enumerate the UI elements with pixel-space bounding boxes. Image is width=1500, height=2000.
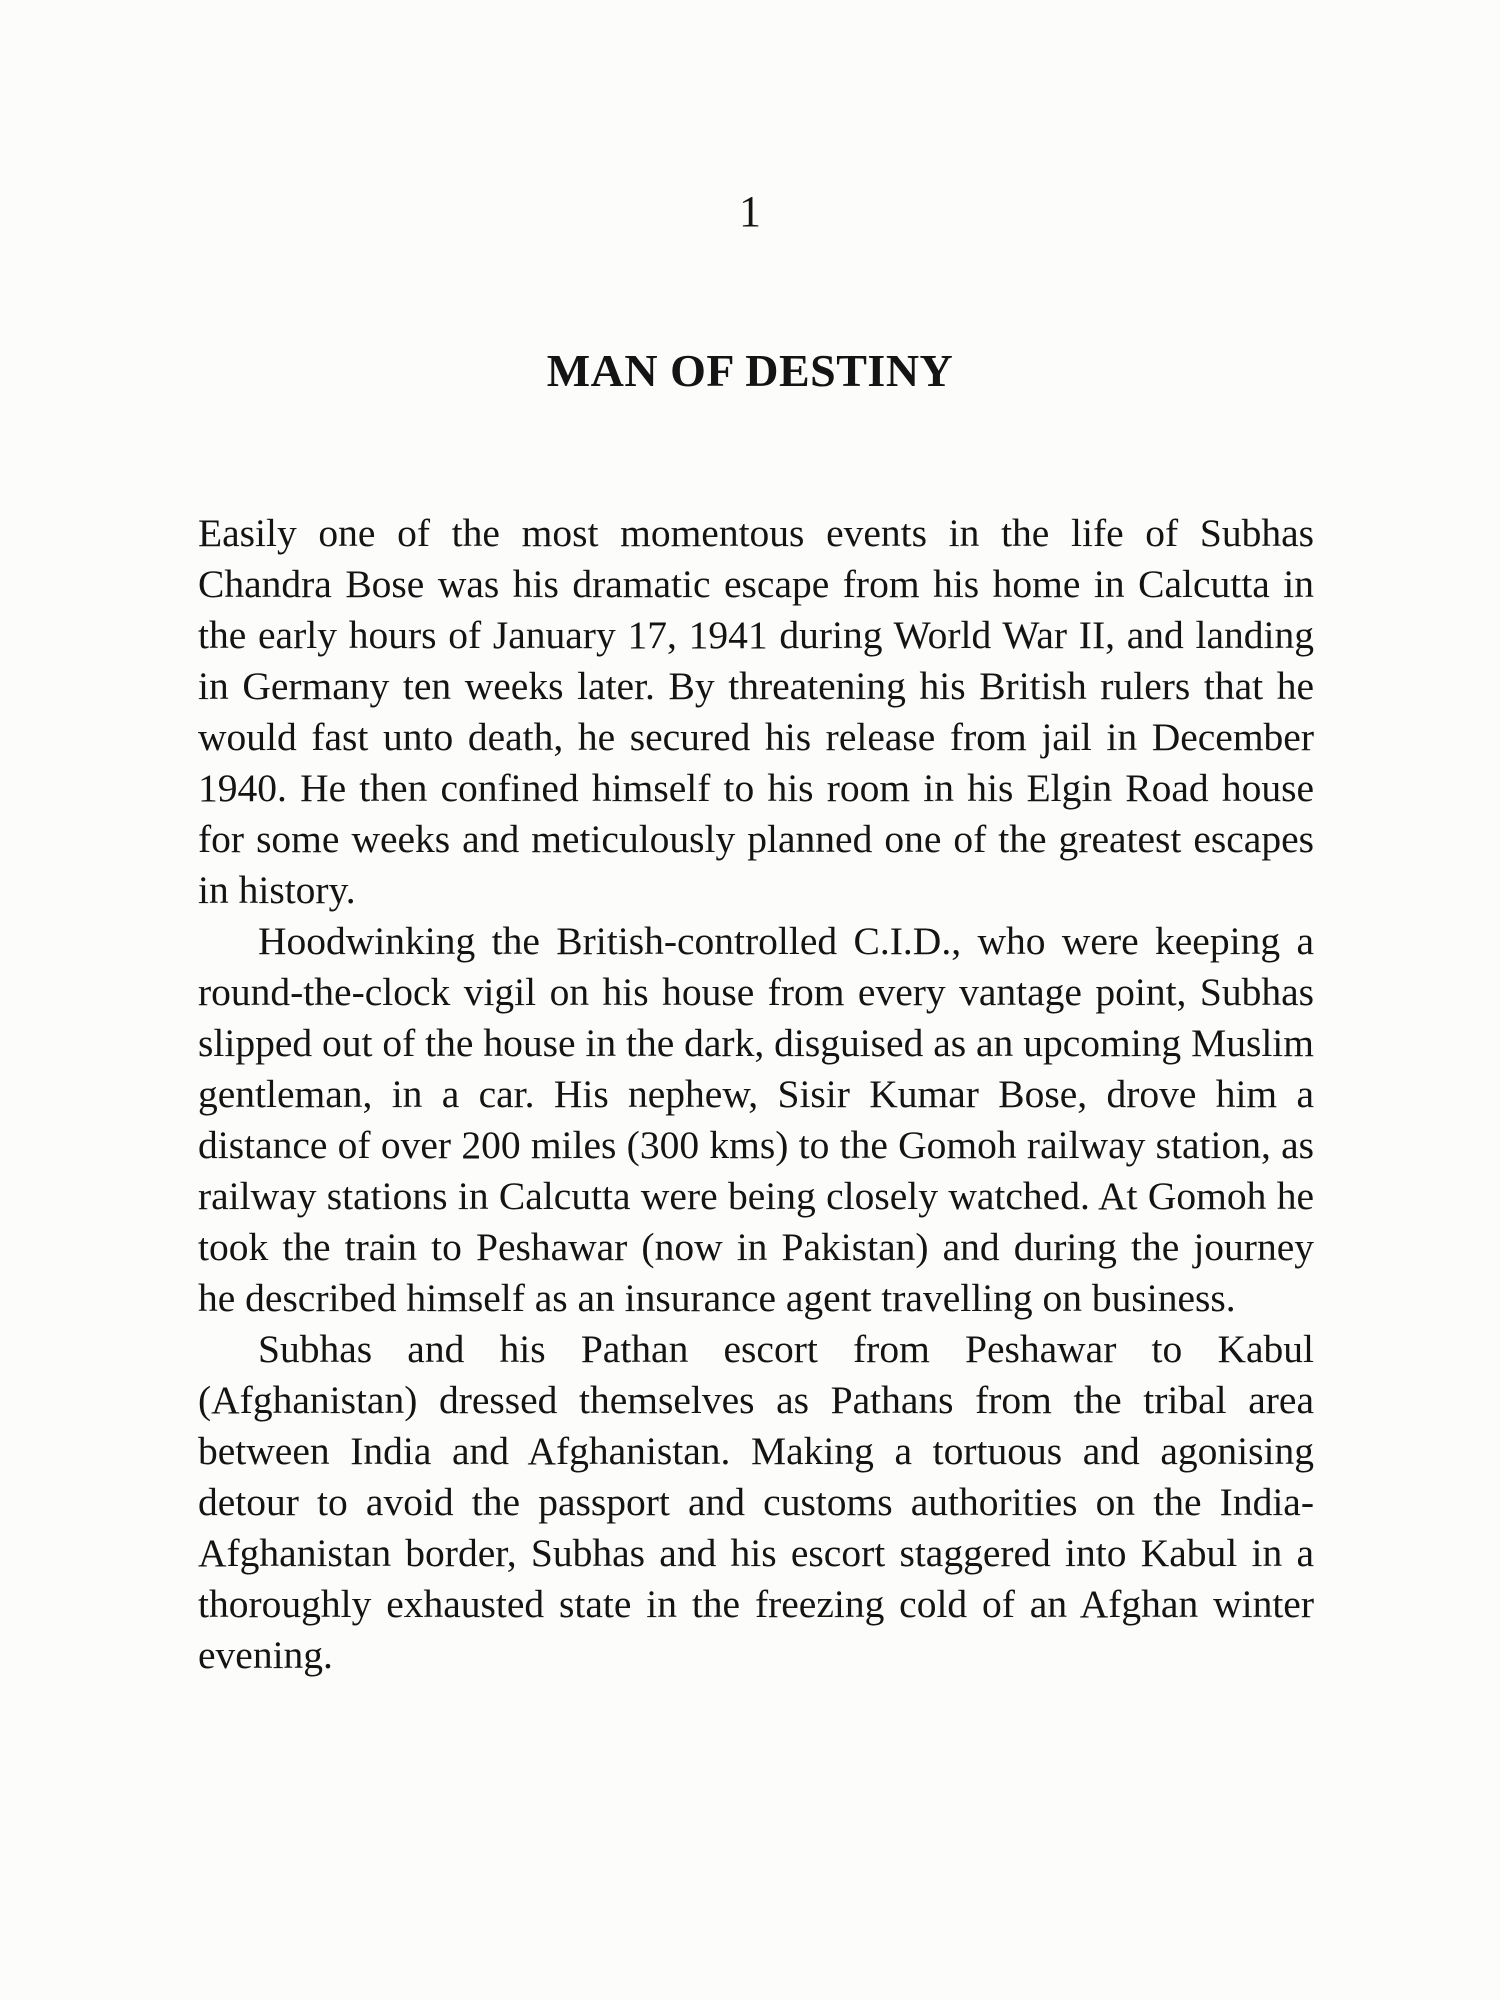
chapter-number: 1 <box>739 187 761 236</box>
chapter-title: MAN OF DESTINY <box>546 345 954 396</box>
paragraph: Hoodwinking the British-controlled C.I.D., who were keeping a round-the-clock vigil on his house from every vantage point, Subhas slipped out of the house in the dark, disguised as an upcoming Muslim gentleman, in a car. His nephew, Sisir Kumar Bose, drove him a distance of over 200 miles (300 kms) to the Gomoh railway station, as railway stations in Calcutta were being closely watched. At Gomoh he took the train to Peshawar (now in Pakistan) and during the journey he described himself as an insurance agent travelling on business. <box>198 919 1314 1320</box>
body-text <box>198 508 1314 1681</box>
paragraph: Subhas and his Pathan escort from Peshawar to Kabul (Afghanistan) dressed themselves as Pathans from the tribal area between India and Afghanistan. Making a tortuous and agonising detour to avoid the passport and customs authorities on the India-Afghanistan border, Subhas and his escort staggered into Kabul in a thoroughly exhausted state in the freezing cold of an Afghan winter evening. <box>198 1327 1314 1677</box>
paragraph: Easily one of the most momentous events in the life of Subhas Chandra Bose was his dramatic escape from his home in Calcutta in the early hours of January 17, 1941 during World War II, and landing in Germany ten weeks later. By threatening his British rulers that he would fast unto death, he secured his release from jail in December 1940. He then confined himself to his room in his Elgin Road house for some weeks and meticulously planned one of the greatest escapes in history. <box>198 511 1314 912</box>
